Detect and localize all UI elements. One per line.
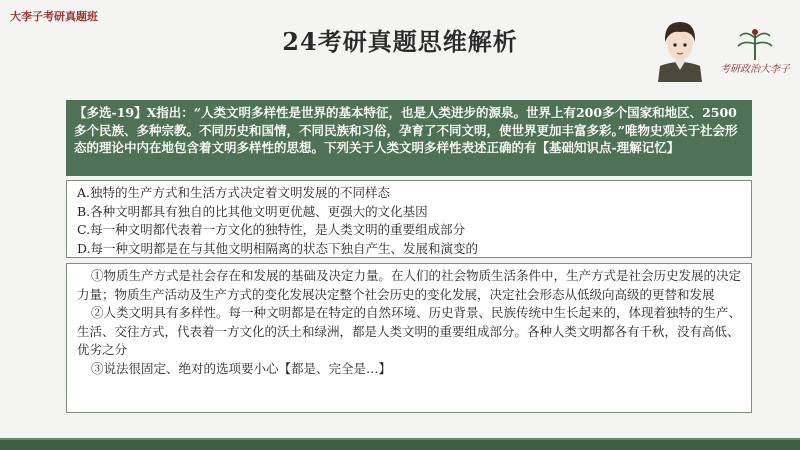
explanation-box — [66, 263, 752, 413]
explanation-point-3: ③说法很固定、绝对的选项要小心【都是、完全是…】 — [91, 360, 392, 376]
option-c: C.每一种文明都代表着一方文化的独特性，是人类文明的重要组成部分 — [77, 222, 466, 237]
question-text: 【多选-19】X指出：“人类文明多样性是世界的基本特征，也是人类进步的源泉。世界上有200多个国家和地区、2500多个民族、多种宗教。不同历史和国情，不同民族和习俗，孕育了不同文明，使世界更加丰富多彩。”唯物史观关于社会形态的理论中内在地包含着文明多样性的思想。下列关于人类文明多样性表述正确的有【基础知识点-理解记忆】 — [74, 105, 738, 155]
logo-text: 考研政治大李子 — [720, 64, 790, 75]
option-d: D.每一种文明都是在与其他文明相隔离的状态下独自产生、发展和演变的 — [77, 240, 479, 256]
option-b: B.各种文明都具有独自的比其他文明更优越、更强大的文化基因 — [77, 203, 428, 219]
options-box — [66, 180, 752, 258]
option-a: A.独特的生产方式和生活方式决定着文明发展的不同样态 — [77, 185, 391, 200]
teacher-avatar — [650, 14, 710, 82]
question-box — [66, 100, 752, 176]
explanation-point-1: ①物质生产方式是社会存在和发展的基础及决定力量。在人们的社会物质生活条件中，生产方式是社会历史发展的决定力量；物质生产活动及生产方式的变化发展决定整个社会历史的变化发展，决定社会形态从低级向高级的更替和发展 — [77, 268, 742, 302]
bottom-bar — [0, 440, 800, 450]
explanation-point-2: ②人类文明具有多样性。每一种文明都是在特定的自然环境、历史背景、民族传统中生长起来的，体现着独特的生产、生活、交往方式，代表着一方文化的沃土和绿洲，都是人类文明的重要组成部分。各种人类文明都各有千秋，没有高低、优劣之分 — [77, 305, 742, 357]
page-title: 24考研真题思维解析 — [282, 27, 518, 56]
brand-label: 大李子考研真题班 — [10, 10, 98, 23]
